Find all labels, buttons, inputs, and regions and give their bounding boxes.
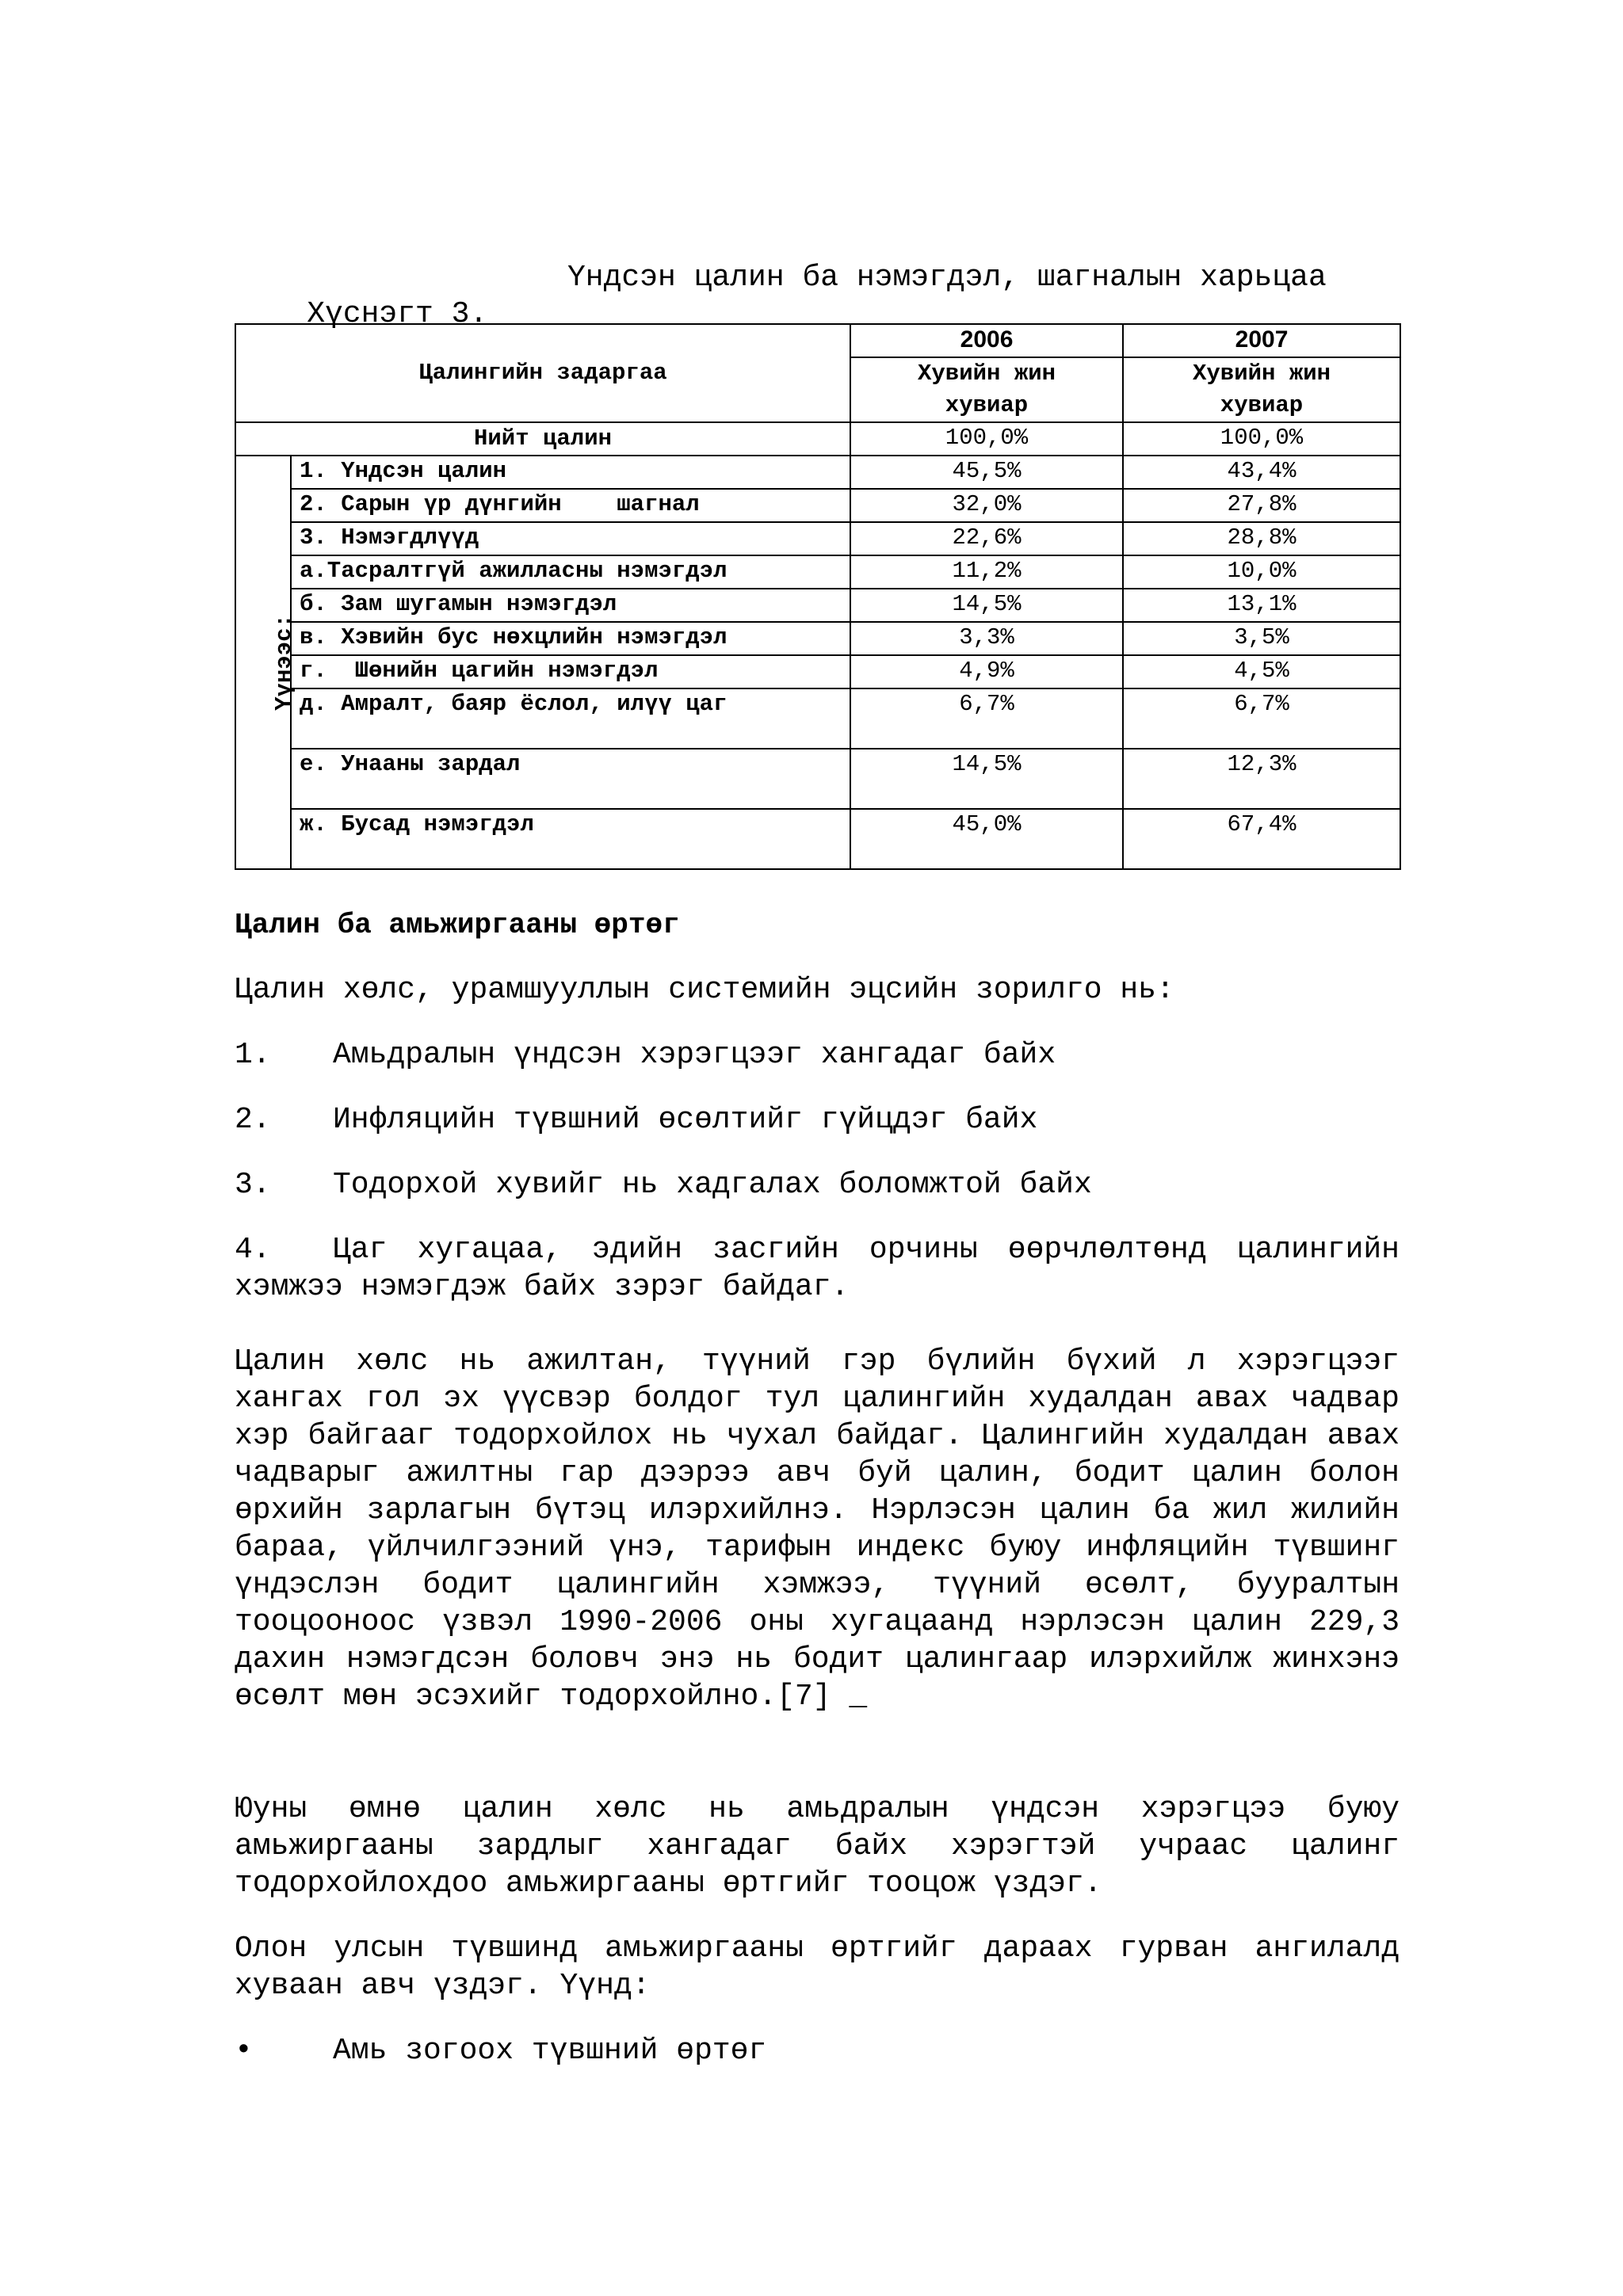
list-item xyxy=(235,1231,1400,1306)
row-value-2006: 22,6% xyxy=(850,522,1123,555)
row-value-2006: 6,7% xyxy=(850,688,1123,749)
row-label: 2. Сарын үр дүнгийн шагнал xyxy=(291,489,850,522)
body-paragraph-3: Олон улсын түвшинд амьжиргааны өртгийг дараах гурван ангилалд хуваан авч үздэг. Үүнд: xyxy=(235,1932,1400,2003)
row-value-2006: 14,5% xyxy=(850,749,1123,809)
row-value-2006: 45,0% xyxy=(850,809,1123,869)
total-2007: 100,0% xyxy=(1123,422,1400,456)
row-label: 3. Нэмэгдлүүд xyxy=(291,522,850,555)
table-row xyxy=(235,809,1400,869)
row-value-2007: 43,4% xyxy=(1123,456,1400,489)
section-heading: Цалин ба амьжиргааны өртөг xyxy=(235,909,680,941)
header-year-2007: 2007 xyxy=(1123,324,1400,357)
table-row xyxy=(235,555,1400,589)
row-label: а.Тасралтгүй ажилласны нэмэгдэл xyxy=(291,555,850,589)
total-label: Нийт цалин xyxy=(235,422,850,456)
header-year-2006: 2006 xyxy=(850,324,1123,357)
row-label: 1. Үндсэн цалин xyxy=(291,456,850,489)
side-label-cell xyxy=(235,456,297,869)
table-row xyxy=(235,622,1400,655)
row-label: г. Шөнийн цагийн нэмэгдэл xyxy=(291,655,850,688)
list-item-text: Цаг хугацаа, эдийн засгийн орчины өөрчлөлтөнд цалингийн хэмжээ нэмэгдэж байх зэрэг байдаг. xyxy=(235,1233,1400,1304)
list-item-number: 2. xyxy=(235,1103,271,1137)
table-row xyxy=(235,655,1400,688)
row-label: ж. Бусад нэмэгдэл xyxy=(291,809,850,869)
side-label: Үүнээс: xyxy=(270,614,297,711)
row-label: б. Зам шугамын нэмэгдэл xyxy=(291,589,850,622)
list-item-number: 1. xyxy=(235,1038,271,1072)
row-value-2006: 32,0% xyxy=(850,489,1123,522)
row-value-2007: 13,1% xyxy=(1123,589,1400,622)
row-label: е. Унааны зардал xyxy=(291,749,850,809)
row-value-2006: 4,9% xyxy=(850,655,1123,688)
row-label: в. Хэвийн бус нөхцлийн нэмэгдэл xyxy=(291,622,850,655)
list-item-number: 3. xyxy=(235,1168,271,1202)
list-item-text: Амьдралын үндсэн хэрэгцээг хангадаг байх xyxy=(333,1038,1056,1072)
header-share-2006: Хувийн жин xyxy=(850,357,1123,390)
row-value-2007: 12,3% xyxy=(1123,749,1400,809)
header-wage-breakdown: Цалингийн задаргаа xyxy=(235,324,850,422)
list-item-text: Тодорхой хувийг нь хадгалах боломжтой байх xyxy=(333,1168,1092,1202)
table-row xyxy=(235,456,1400,489)
total-2006: 100,0% xyxy=(850,422,1123,456)
table-row xyxy=(235,489,1400,522)
intro-paragraph: Цалин хөлс, урамшууллын системийн эцсийн зорилго нь: xyxy=(235,973,1174,1007)
row-value-2006: 45,5% xyxy=(850,456,1123,489)
row-value-2006: 14,5% xyxy=(850,589,1123,622)
table-row xyxy=(235,589,1400,622)
table-row xyxy=(235,749,1400,809)
body-paragraph-2: Юуны өмнө цалин хөлс нь амьдралын үндсэн хэрэгцээ буюу амьжиргааны зардлыг хангадаг байх хэрэгтэй учраас цалинг тодорхойлохдоо амьжиргааны өртгийг тооцож үздэг. xyxy=(235,1792,1400,1901)
list-item-text: Инфляцийн түвшний өсөлтийг гүйцдэг байх xyxy=(333,1103,1038,1137)
list-item-number: 4. xyxy=(235,1233,271,1267)
row-value-2007: 6,7% xyxy=(1123,688,1400,749)
bullet-text: Амь зогоох түвшний өртөг xyxy=(333,2034,767,2068)
row-value-2007: 3,5% xyxy=(1123,622,1400,655)
table-row xyxy=(235,688,1400,749)
bullet-symbol: • xyxy=(235,2034,253,2068)
row-label: д. Амралт, баяр ёслол, илүү цаг xyxy=(291,688,850,749)
row-value-2007: 67,4% xyxy=(1123,809,1400,869)
wage-structure-table xyxy=(235,323,1401,870)
row-value-2007: 10,0% xyxy=(1123,555,1400,589)
row-value-2007: 28,8% xyxy=(1123,522,1400,555)
row-value-2007: 4,5% xyxy=(1123,655,1400,688)
caption-label: Хүснэгт 3. xyxy=(307,297,488,331)
row-value-2006: 11,2% xyxy=(850,555,1123,589)
header-percent-2007: хувиар xyxy=(1123,390,1400,422)
row-value-2006: 3,3% xyxy=(850,622,1123,655)
table-row-total xyxy=(235,422,1400,456)
caption-title: Үндсэн цалин ба нэмэгдэл, шагналын харьцаа xyxy=(567,261,1327,295)
row-value-2007: 27,8% xyxy=(1123,489,1400,522)
table-row xyxy=(235,522,1400,555)
header-percent-2006: хувиар xyxy=(850,390,1123,422)
body-paragraph-1: Цалин хөлс нь ажилтан, түүний гэр бүлийн бүхий л хэрэгцээг хангах гол эх үүсвэр болдог тул цалингийн худалдан авах чадвар хэр байгааг тодорхойлох нь чухал байдаг. Цалингийн худалдан авах чадварыг ажилтны гар дээрээ авч буй цалин, бодит цалин болон өрхийн зарлагын бүтэц илэрхийлнэ. Нэрлэсэн цалин ба жил жилийн бараа, үйлчилгээний үнэ, тарифын индекс буюу инфляцийн түвшинг үндэслэн бодит цалингийн хэмжээ, түүний өсөлт, бууралтын тооцооноос үзвэл 1990-2006 оны хугацаанд нэрлэсэн цалин 229,3 дахин нэмэгдсэн боловч энэ нь бодит цалингаар илэрхийлж жинхэнэ өсөлт мөн эсэхийг тодорхойлно.[7] _ xyxy=(235,1344,1400,1714)
header-share-2007: Хувийн жин xyxy=(1123,357,1400,390)
